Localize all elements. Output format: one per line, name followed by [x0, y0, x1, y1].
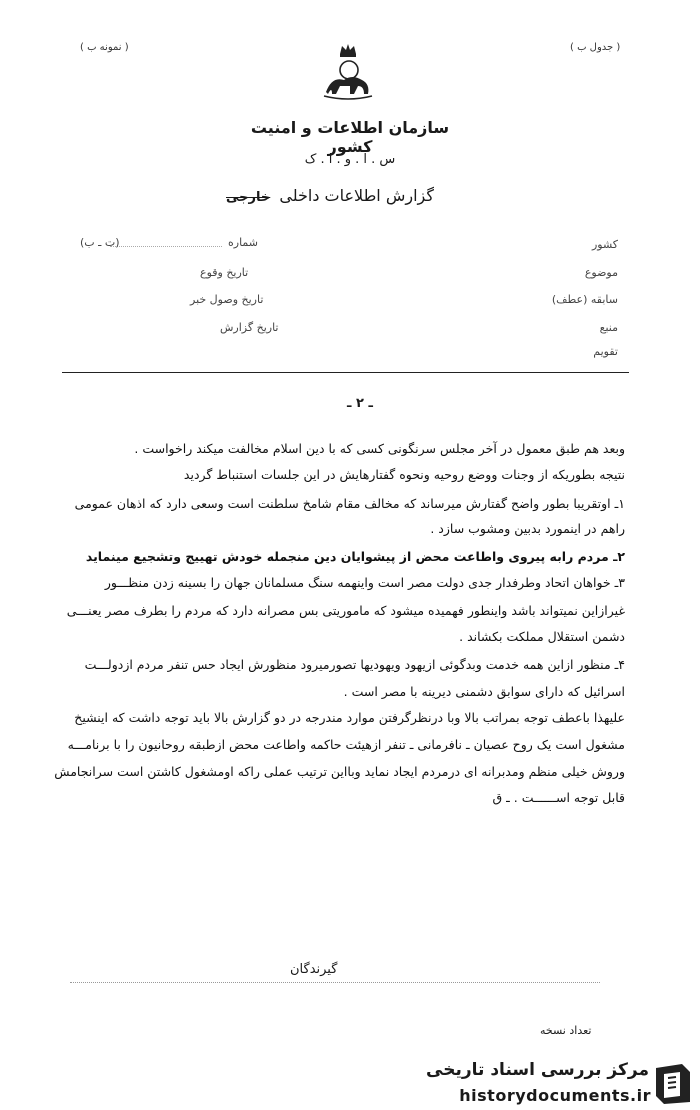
body-line-9: ۴ـ منظور ازاین همه خدمت وبدگوئی ازیهود ویهودیها تصورمیرود منظورش ایجاد حس تنفر مردم ازدولـــت: [84, 657, 625, 672]
body-line-11: علیهذا باعطف توجه بمراتب بالا وبا درنظرگرفتن موارد مندرجه در دو گزارش بالا باید توجه داشت که اینشیخ: [74, 710, 625, 725]
field-received-date-label: تاریخ وصول خبر: [190, 293, 264, 306]
field-assessment-label: تقویم: [593, 345, 618, 358]
watermark: [405, 1058, 655, 1110]
emblem-icon: [318, 40, 378, 102]
field-country-label: کشور: [591, 238, 618, 251]
document-code: س . ا . و . ا . ک: [304, 152, 396, 167]
field-number-label: شماره: [228, 236, 259, 249]
body-line-8: دشمن استقلال مملکت بکشاند .: [459, 629, 625, 644]
body-line-2: نتیجه بطوریکه از وجنات ووضع روحیه ونحوه گفتارهایش در این جلسات استنباط گردید: [183, 467, 625, 482]
recipients-line: [70, 982, 600, 983]
watermark-logo-icon: [652, 1062, 694, 1106]
field-background-label: سابقه (عطف): [551, 293, 618, 306]
body-line-5: ۲ـ مردم رابه پیروی واطاعت محض از پیشوایان دین منجمله خودش تهییج وتشجیع مینماید: [85, 549, 625, 564]
body-line-10: اسرائیل که دارای سوابق دشمنی دیرینه با مصر است .: [343, 684, 625, 699]
body-line-13: وروش خیلی منظم ومدبرانه ای درمردم ایجاد نماید وبااین ترتیب عملی راکه اومشغول کاشتن است سرانجامش: [54, 764, 625, 779]
page-number: ـ ۲ ـ: [347, 396, 373, 411]
report-title-struck: خارجی: [226, 190, 271, 205]
copies-label: تعداد نسخه: [540, 1024, 592, 1037]
organization-name: سازمان اطلاعات و امنیت کشور: [250, 118, 450, 156]
report-title: [200, 186, 460, 205]
body-line-4: راهم در اینمورد بدبین ومشوب سازد .: [430, 521, 625, 536]
body-line-1: وبعد هم طبق معمول در آخر مجلس سرنگونی کسی که با دین اسلام مخالفت میکند راخواست .: [134, 441, 625, 456]
body-line-12: مشغول است یک روح عصیان ـ نافرمانی ـ تنفر ازهیئت حاکمه واطاعت محض ازطبقه روحانیون را با برنامـــه: [67, 737, 625, 752]
header-divider: [62, 372, 629, 373]
field-subject-label: موضوع: [584, 266, 618, 279]
recipients-label: گیرندگان: [290, 962, 338, 977]
report-title-text: گزارش اطلاعات داخلی: [279, 186, 434, 205]
body-line-6: ۳ـ خواهان اتحاد وطرفدار جدی دولت مصر است واینهمه سنگ مسلمانان جهان را بسینه زدن منظـــور: [104, 575, 625, 590]
watermark-name: مرکز بررسی اسناد تاریخی: [426, 1060, 649, 1080]
field-number-value: (ت ـ ب): [80, 236, 120, 249]
body-line-7: غیرازاین نمیتواند باشد واینطور فهمیده میشود که ماموریتی بس مصرانه دارد که مردم را بطرف مصر یعنـــی: [66, 603, 625, 618]
field-report-date-label: تاریخ گزارش: [220, 321, 279, 334]
form-table-tag: ( جدول ب ): [570, 42, 621, 53]
field-source-label: منبع: [599, 321, 618, 334]
watermark-site: historydocuments.ir: [459, 1086, 651, 1105]
body-line-14: قابل توجه اســــــت . ـ ق: [492, 790, 625, 805]
body-line-3: ۱ـ اوتقریبا بطور واضح گفتارش میرساند که مخالف مقام شامخ سلطنت است وسعی دارد که اذهان عمومی: [74, 496, 625, 511]
field-number-line: [110, 246, 222, 247]
form-sample-tag: ( نمونه ب ): [80, 42, 129, 53]
field-occurrence-date-label: تاریخ وقوع: [200, 266, 249, 279]
